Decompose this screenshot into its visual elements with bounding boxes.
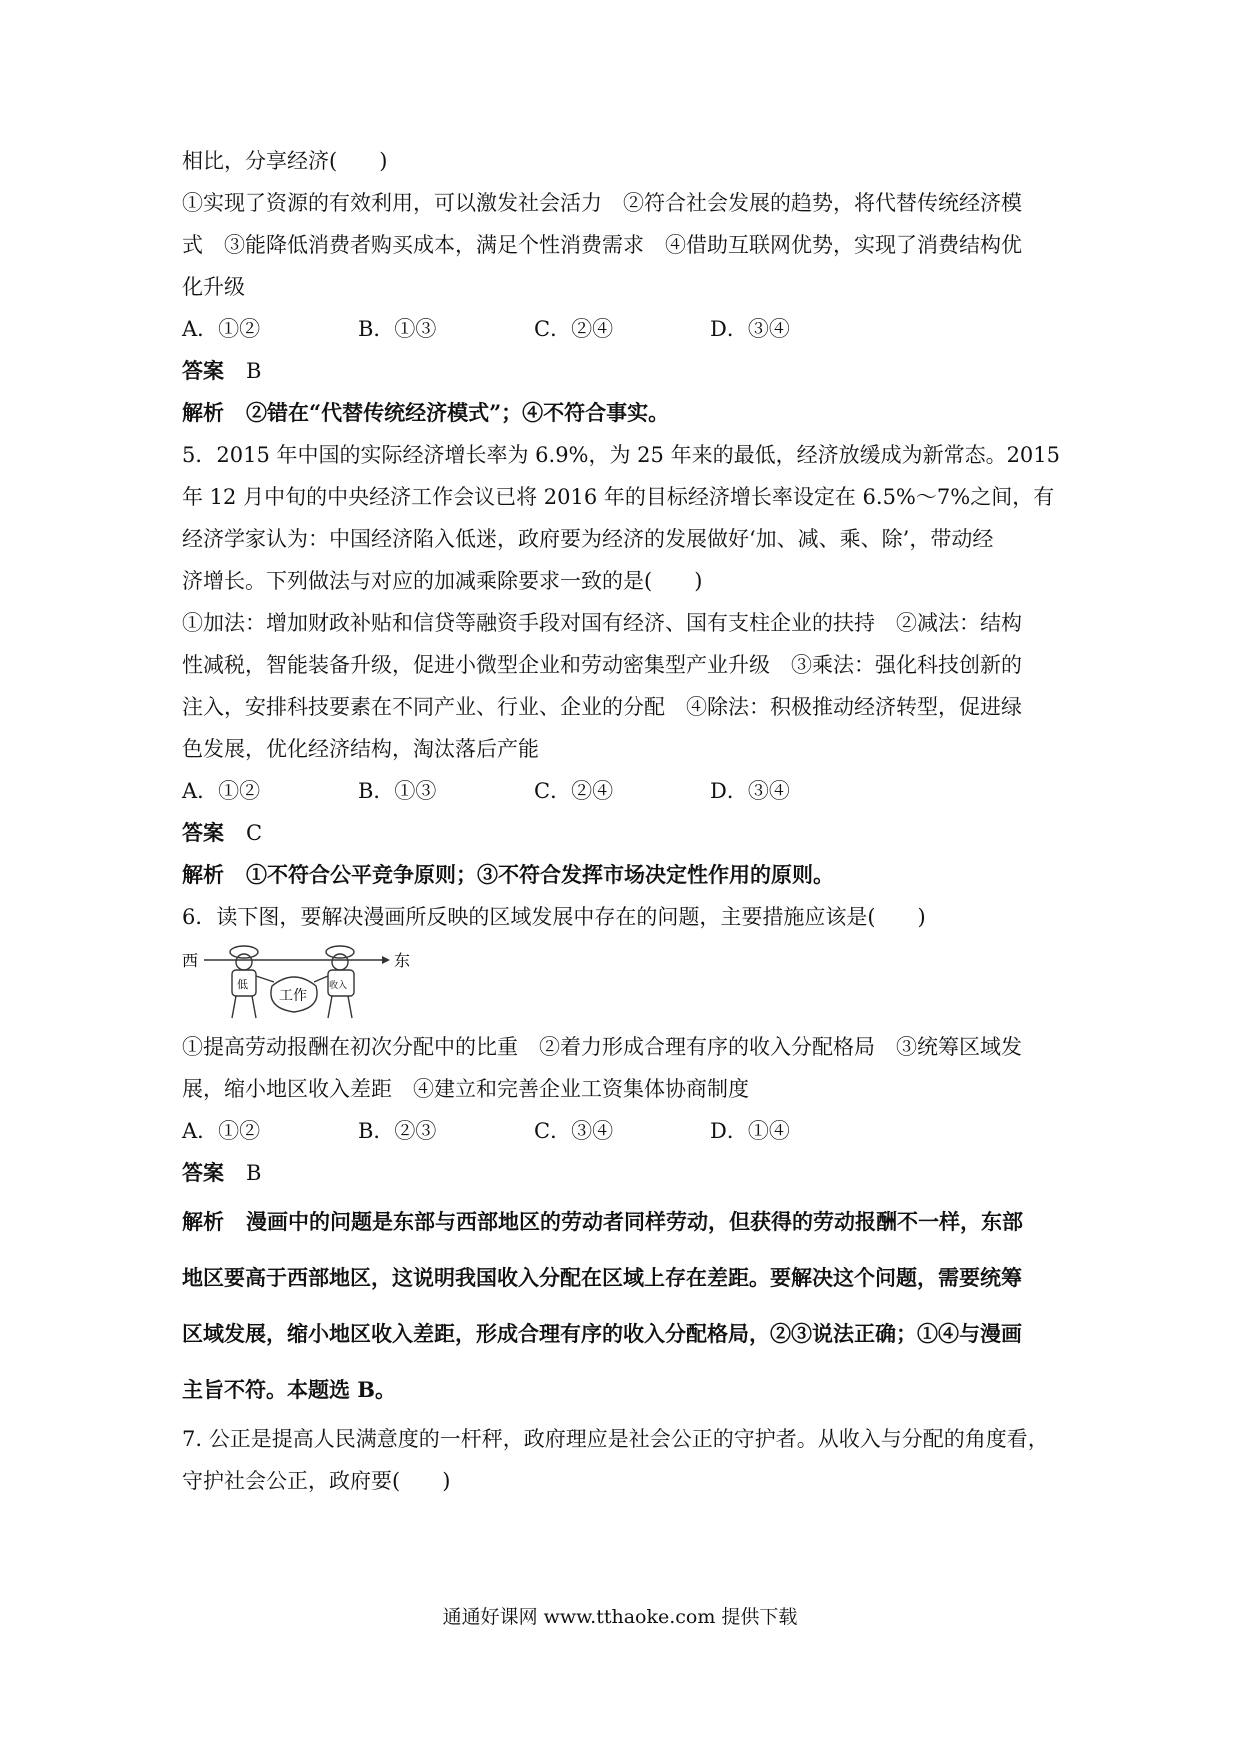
answer-value: C — [246, 821, 263, 845]
q4-stem-tail: 相比，分享经济( ) — [182, 149, 388, 173]
analysis-line: 地区要高于西部地区，这说明我国收入分配在区域上存在差距。要解决这个问题，需要统筹 — [182, 1265, 1022, 1290]
choice-d: D．③④ — [710, 317, 790, 341]
q5-option-line: ①加法：增加财政补贴和信贷等融资手段对国有经济、国有支柱企业的扶持 ②减法：结构 — [182, 611, 1022, 635]
q7-stem-line: 7. 公正是提高人民满意度的一杆秤，政府理应是社会公正的守护者。从收入与分配的角度看， — [182, 1427, 1049, 1451]
q6-answer — [182, 1152, 1062, 1194]
analysis-text: ②错在“代替传统经济模式”；④不符合事实。 — [246, 400, 670, 425]
west-worker-sign: 低 — [237, 978, 248, 991]
q6-analysis — [182, 1194, 1062, 1418]
choice-d: D．③④ — [710, 779, 790, 803]
q5-choices — [182, 770, 1062, 812]
bag-label: 工作 — [279, 988, 307, 1004]
content-column — [182, 140, 1062, 1502]
cartoon-west-label: 西 — [182, 951, 199, 970]
q4-choices — [182, 308, 1062, 350]
cartoon-drawing — [182, 938, 442, 1026]
q4-answer — [182, 350, 1062, 392]
answer-value: B — [246, 1161, 262, 1185]
q6-option-line: 展，缩小地区收入差距 ④建立和完善企业工资集体协商制度 — [182, 1077, 749, 1101]
analysis-line: 主旨不符。本题选 B。 — [182, 1377, 397, 1402]
q5-answer — [182, 812, 1062, 854]
choice-c: C．②④ — [534, 317, 614, 341]
choice-a: A．①② — [182, 779, 261, 803]
q4-option-line: 化升级 — [182, 275, 245, 299]
answer-value: B — [246, 359, 262, 383]
answer-label: 答案 — [182, 820, 224, 845]
east-worker-sign: 收入 — [329, 981, 348, 991]
page-footer: 通通好课网 www.tthaoke.com 提供下载 — [442, 1606, 798, 1628]
choice-c: C．③④ — [534, 1119, 614, 1143]
choice-a: A．①② — [182, 1119, 261, 1143]
choice-b: B．①③ — [358, 317, 437, 341]
q5-analysis — [182, 854, 1062, 896]
q6-stem: 6．读下图，要解决漫画所反映的区域发展中存在的问题，主要措施应该是( ) — [182, 905, 926, 929]
q6-option-line: ①提高劳动报酬在初次分配中的比重 ②着力形成合理有序的收入分配格局 ③统筹区域发 — [182, 1035, 1022, 1059]
cartoon-image — [182, 938, 1062, 1026]
q4-analysis — [182, 392, 1062, 434]
analysis-text: 漫画中的问题是东部与西部地区的劳动者同样劳动，但获得的劳动报酬不一样，东部 — [246, 1209, 1023, 1234]
q4-option-line: ①实现了资源的有效利用，可以激发社会活力 ②符合社会发展的趋势，将代替传统经济模 — [182, 191, 1022, 215]
q5-option-line: 性减税，智能装备升级，促进小微型企业和劳动密集型产业升级 ③乘法：强化科技创新的 — [182, 653, 1022, 677]
q5-stem-line: 济增长。下列做法与对应的加减乘除要求一致的是( ) — [182, 569, 703, 593]
answer-label: 答案 — [182, 1160, 224, 1185]
q5-stem-line: 5．2015 年中国的实际经济增长率为 6.9%，为 25 年来的最低，经济放缓成为新常态。2015 — [182, 443, 1061, 467]
analysis-line: 区域发展，缩小地区收入差距，形成合理有序的收入分配格局，②③说法正确；①④与漫画 — [182, 1321, 1022, 1346]
analysis-label: 解析 — [182, 1209, 224, 1234]
q5-option-line: 注入，安排科技要素在不同产业、行业、企业的分配 ④除法：积极推动经济转型，促进绿 — [182, 695, 1022, 719]
choice-a: A．①② — [182, 317, 261, 341]
choice-b: B．②③ — [358, 1119, 437, 1143]
analysis-label: 解析 — [182, 400, 224, 425]
analysis-text: ①不符合公平竞争原则；③不符合发挥市场决定性作用的原则。 — [246, 862, 834, 887]
q4-option-line: 式 ③能降低消费者购买成本，满足个性消费需求 ④借助互联网优势，实现了消费结构优 — [182, 233, 1022, 257]
analysis-line — [182, 1194, 1062, 1250]
q5-option-line: 色发展，优化经济结构，淘汰落后产能 — [182, 737, 539, 761]
q7-stem-line: 守护社会公正，政府要( ) — [182, 1469, 451, 1493]
q5-stem-line: 年 12 月中旬的中央经济工作会议已将 2016 年的目标经济增长率设定在 6.5%～7%之间，有 — [182, 485, 1055, 509]
answer-label: 答案 — [182, 358, 224, 383]
cartoon-east-label: 东 — [394, 951, 411, 970]
analysis-label: 解析 — [182, 862, 224, 887]
choice-c: C．②④ — [534, 779, 614, 803]
choice-b: B．①③ — [358, 779, 437, 803]
choice-d: D．①④ — [710, 1119, 790, 1143]
q6-choices — [182, 1110, 1062, 1152]
q5-stem-line: 经济学家认为：中国经济陷入低迷，政府要为经济的发展做好‘加、减、乘、除’，带动经 — [182, 527, 994, 551]
